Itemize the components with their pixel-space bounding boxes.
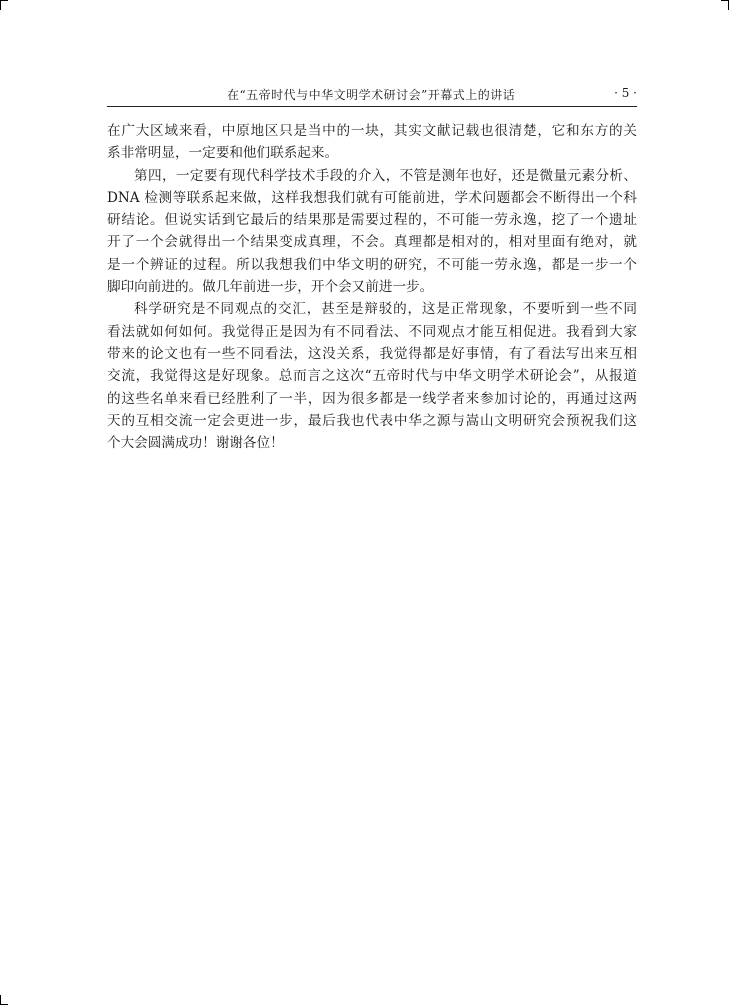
- text-line: 是一个辨证的过程。所以我想我们中华文明的研究，不可能一劳永逸，都是一步一个: [107, 256, 637, 273]
- crop-mark-top-left-v: [0, 0, 1, 10]
- text-line: 系非常明显，一定要和他们联系起来。: [107, 145, 339, 162]
- body-text: [107, 120, 637, 454]
- text-line: 科学研究是不同观点的交汇，甚至是辩驳的，这是正常现象，不要听到一些不同: [134, 301, 637, 318]
- paragraph-2: [107, 165, 637, 299]
- text-line: 看法就如何如何。我觉得正是因为有不同看法、不同观点才能互相促进。我看到大家: [107, 323, 637, 340]
- header-rule: [107, 106, 637, 107]
- paragraph-3: [107, 298, 637, 454]
- crop-mark-top-left-h: [0, 0, 8, 1]
- text-line: 研结论。但说实话到它最后的结果那是需要过程的，不可能一劳永逸，挖了一个遗址: [107, 212, 637, 229]
- page-number: · 5 ·: [614, 86, 637, 100]
- text-line: 开了一个会就得出一个结果变成真理，不会。真理都是相对的，相对里面有绝对，就: [107, 234, 637, 251]
- running-header-title: 在“五帝时代与中华文明学术研讨会”开幕式上的讲话: [227, 88, 516, 102]
- text-line: DNA 检测等联系起来做，这样我想我们就有可能前进，学术问题都会不断得出一个科: [107, 189, 637, 206]
- text-line: 脚印向前进的。做几年前进一步，开个会又前进一步。: [107, 279, 434, 296]
- text-line: 的这些名单来看已经胜利了一半，因为很多都是一线学者来参加讨论的，再通过这两: [107, 390, 637, 407]
- paragraph-1: [107, 120, 637, 165]
- text-line: 第四，一定要有现代科学技术手段的介入，不管是测年也好，还是微量元素分析、: [134, 167, 637, 184]
- text-line: 个大会圆满成功！谢谢各位！: [107, 435, 284, 452]
- text-line: 天的互相交流一定会更进一步，最后我也代表中华之源与嵩山文明研究会预祝我们这: [107, 412, 637, 429]
- text-line: 在广大区域来看，中原地区只是当中的一块，其实文献记载也很清楚，它和东方的关: [107, 123, 637, 139]
- text-line: 交流，我觉得这是好现象。总而言之这次“五帝时代与中华文明学术研论会”，从报道: [107, 368, 637, 385]
- text-line: 带来的论文也有一些不同看法，这没关系，我觉得都是好事情，有了看法写出来互相: [107, 345, 637, 362]
- running-header: [107, 86, 637, 106]
